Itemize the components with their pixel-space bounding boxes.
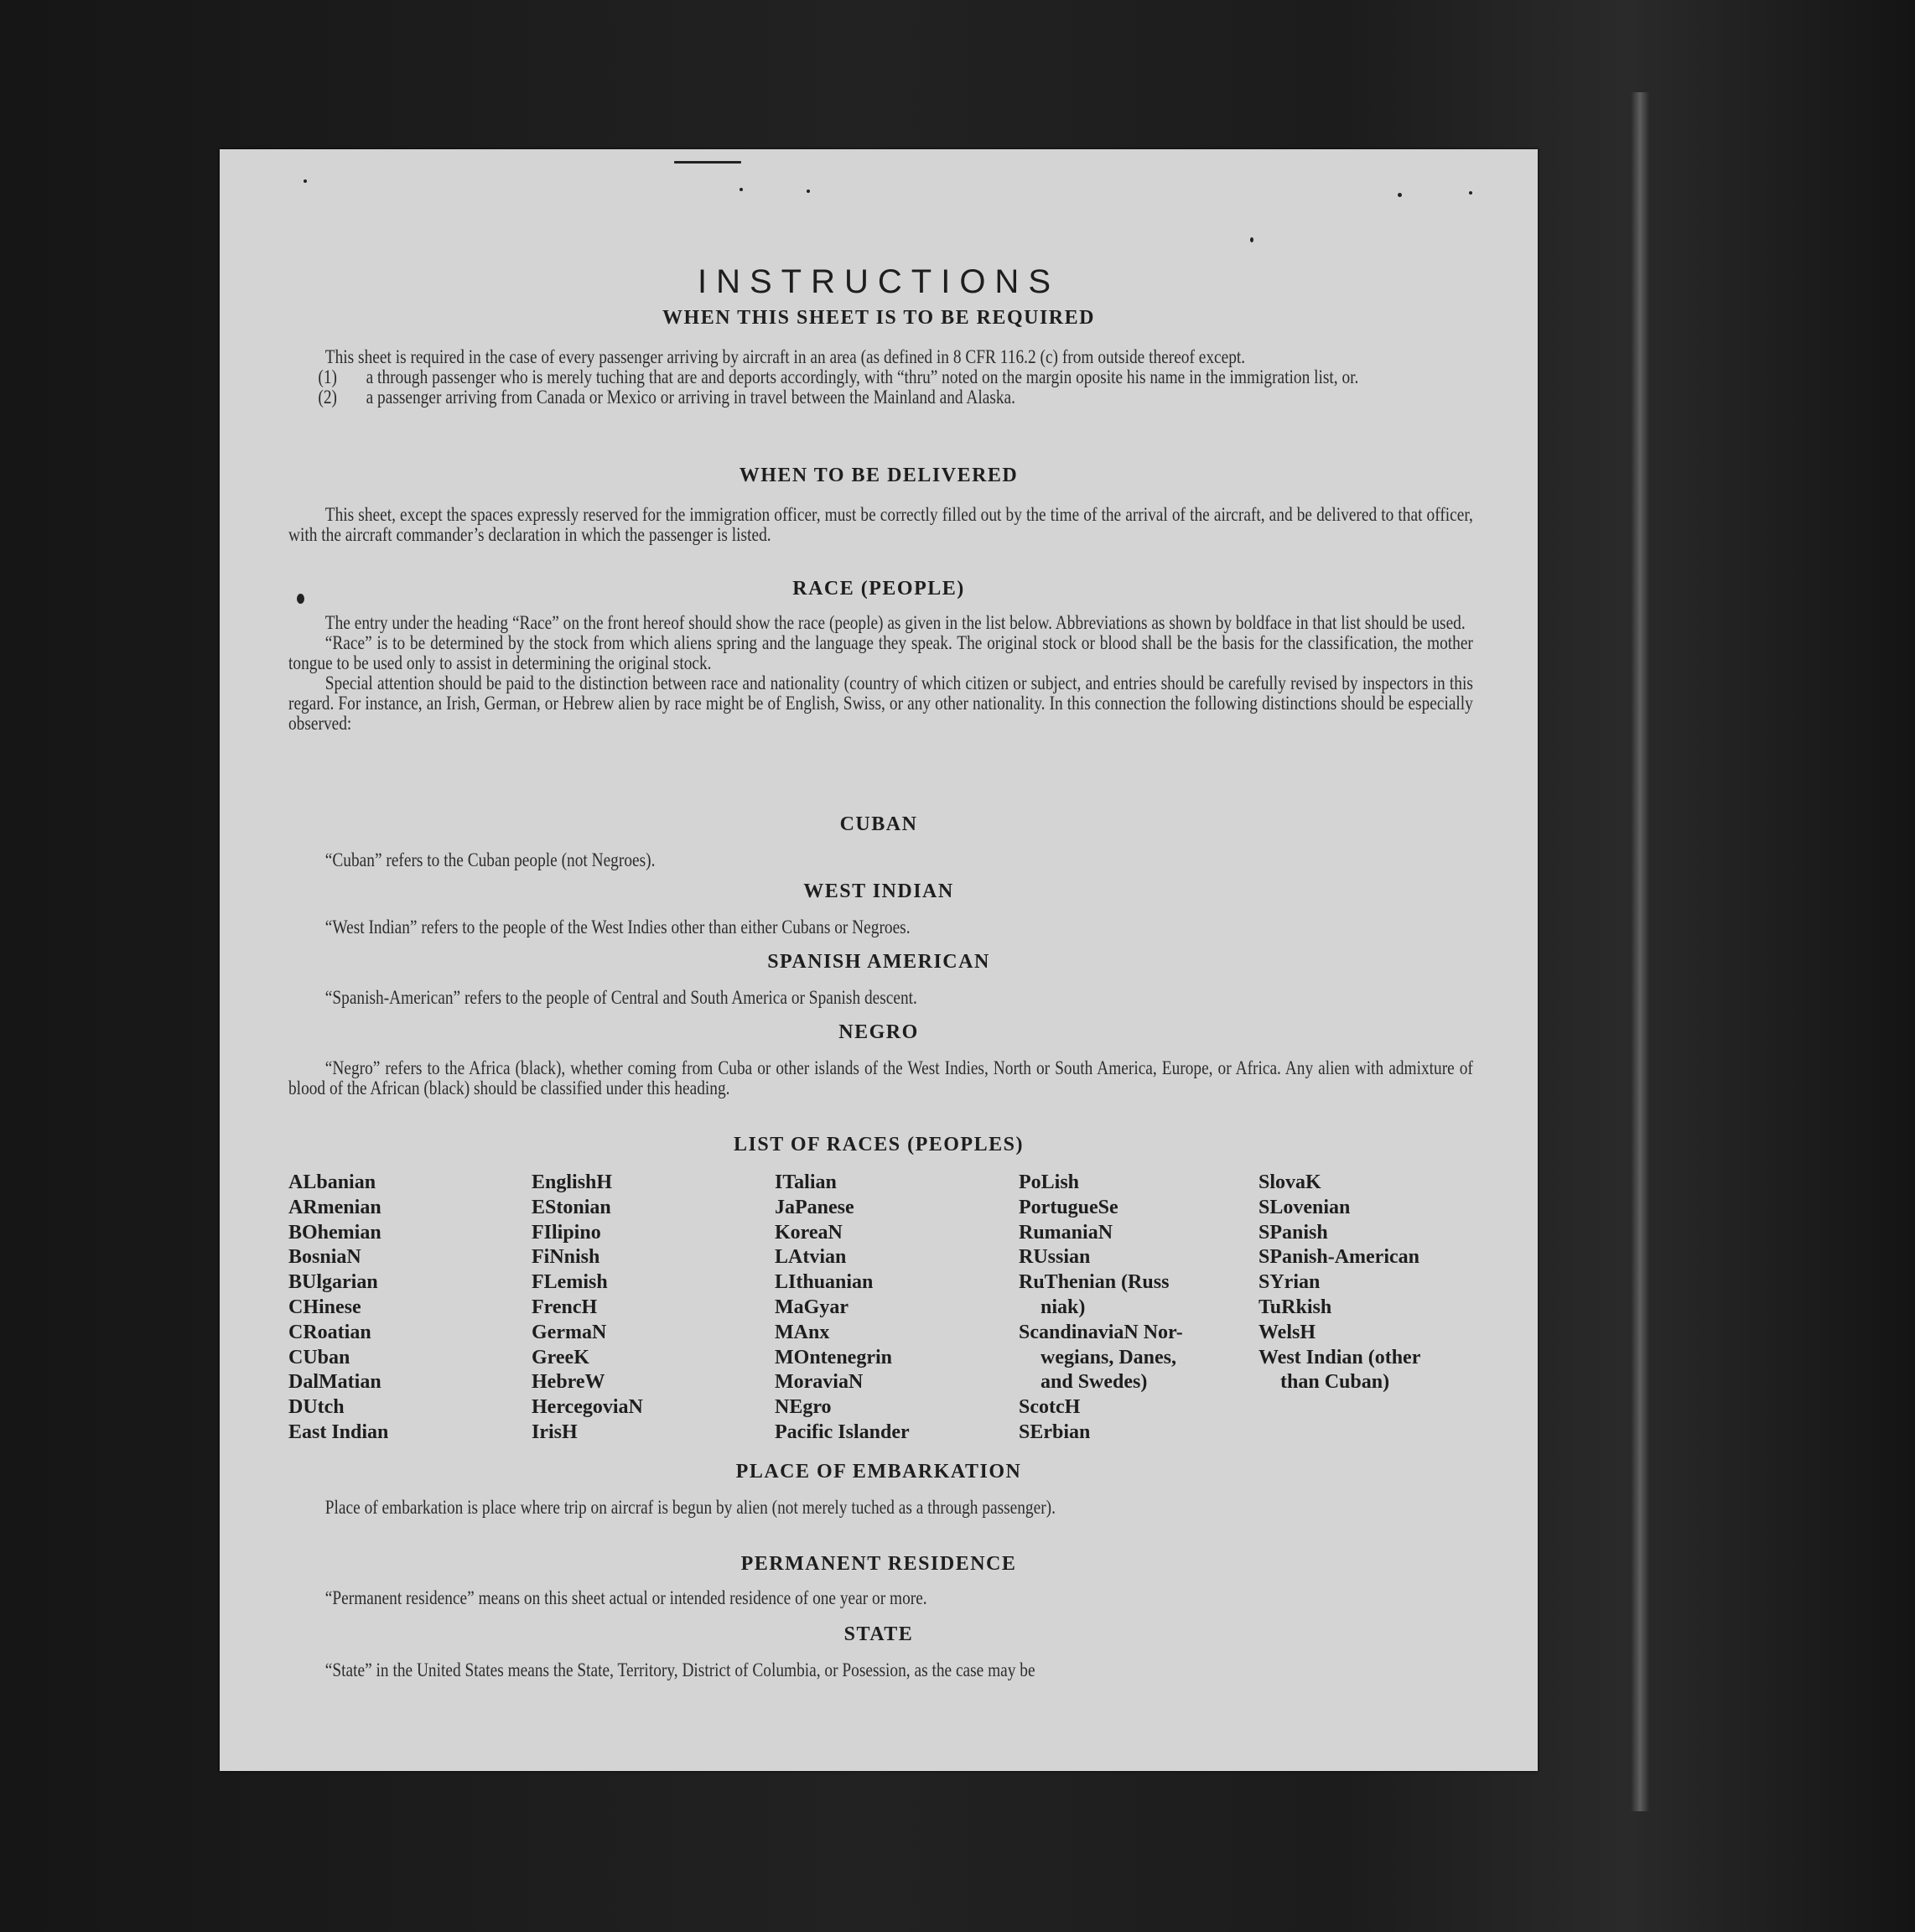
race-item: FrencH [532, 1296, 598, 1318]
negro-definition: “Negro” refers to the Africa (black), whether coming from Cuba or other islands of the West Indies, North or South America, Europe, or Africa. Any alien with admixture of blood of the African (black) should be classified under this heading. [288, 1057, 1473, 1098]
race-item: RumaniaN [1019, 1221, 1113, 1244]
embarkation-definition: Place of embarkation is place where trip on aircraf is begun by alien (not merely tuched as a through passenger). [324, 1497, 1056, 1518]
race-item: SLovenian [1259, 1196, 1351, 1218]
race-item: LAtvian [775, 1246, 847, 1269]
exception-item-2 [288, 387, 1473, 408]
exception-text-2: a passenger arriving from Canada or Mexico or arriving in travel between the Mainland and Alaska. [366, 387, 1015, 408]
race-item: ScandinaviaN Nor- [1019, 1321, 1183, 1343]
race-item: IrisH [532, 1420, 578, 1443]
scan-speck [1398, 193, 1402, 197]
race-item-continuation: than Cuban) [1280, 1371, 1390, 1394]
race-item: GreeK [532, 1346, 589, 1368]
race-paragraph-2: “Race” is to be determined by the stock from which aliens spring and the language they speak. The original stock or blood shall be the basis for the classification, the mother tongue to be used only to assist in determining the original stock. [288, 632, 1473, 673]
race-item: RUssian [1019, 1246, 1091, 1269]
scan-speck [1469, 191, 1472, 195]
race-item: East Indian [288, 1420, 389, 1443]
residence-definition: “Permanent residence” means on this sheet actual or intended residence of one year or more. [324, 1587, 927, 1608]
race-item: LIthuanian [775, 1271, 874, 1294]
race-item-continuation: niak) [1041, 1296, 1086, 1318]
film-edge-glare [1631, 92, 1649, 1811]
race-item: MAnx [775, 1321, 830, 1343]
section-embarkation [288, 1498, 1473, 1518]
race-item: SPanish-American [1259, 1246, 1419, 1269]
instruction-sheet [220, 149, 1538, 1771]
race-item: ITalian [775, 1171, 837, 1193]
race-item: RuThenian (Russ [1019, 1271, 1170, 1294]
when-delivered-text: This sheet, except the spaces expressly reserved for the immigration officer, must be correctly filled out by the time of the arrival of the aircraft, and be delivered to that officer, with the aircraft commander’s declaration in which the passenger is listed. [288, 504, 1473, 545]
race-item: ScotcH [1019, 1396, 1081, 1419]
race-item: SPanish [1259, 1221, 1328, 1244]
race-item: DalMatian [288, 1371, 381, 1394]
race-column-2 [532, 1171, 643, 1446]
section-negro [288, 1058, 1473, 1098]
race-item: BosniaN [288, 1246, 361, 1269]
race-item: ALbanian [288, 1171, 376, 1193]
exception-item-1 [288, 367, 1473, 387]
race-paragraph-3: Special attention should be paid to the distinction between race and nationality (country of which citizen or subject, and entries should be carefully revised by inspectors in this regard. For instance, an Irish, German, or Hebrew alien by race might be of English, Swiss, or any other nationality. In this connection the following distinctions should be especially observed: [288, 673, 1473, 734]
heading-list-of-races: LIST OF RACES (PEOPLES) [734, 1134, 1024, 1156]
race-item: HebreW [532, 1371, 605, 1394]
heading-when-required: WHEN THIS SHEET IS TO BE REQUIRED [662, 307, 1095, 329]
heading-when-delivered: WHEN TO BE DELIVERED [739, 465, 1019, 486]
scan-speck [807, 190, 810, 193]
race-item: SErbian [1019, 1420, 1091, 1443]
heading-negro: NEGRO [838, 1021, 919, 1043]
race-item: MaGyar [775, 1296, 849, 1318]
race-item: EnglishH [532, 1171, 613, 1193]
race-item: CHinese [288, 1296, 361, 1318]
heading-race: RACE (PEOPLE) [792, 578, 965, 600]
race-item: TuRkish [1259, 1296, 1332, 1318]
race-item: FIlipino [532, 1221, 601, 1244]
race-item: CUban [288, 1346, 350, 1368]
race-item: CRoatian [288, 1321, 371, 1343]
race-paragraph-1: The entry under the heading “Race” on the front hereof should show the race (people) as given in the list below. Abbreviations as shown by boldface in that list should be used. [324, 612, 1466, 633]
race-item: Pacific Islander [775, 1420, 910, 1443]
scan-speck [1250, 237, 1253, 242]
heading-west-indian: WEST INDIAN [803, 880, 954, 902]
spanish-american-definition: “Spanish-American” refers to the people of Central and South America or Spanish descent. [324, 987, 917, 1008]
race-item: KoreaN [775, 1221, 843, 1244]
race-item: JaPanese [775, 1196, 854, 1218]
race-item: PoLish [1019, 1171, 1080, 1193]
exception-number-1: (1) [318, 366, 337, 387]
race-item: EStonian [532, 1196, 611, 1218]
race-column-4 [1019, 1171, 1183, 1446]
race-column-3 [775, 1171, 910, 1446]
west-indian-text [288, 917, 1473, 937]
when-required-intro: This sheet is required in the case of every passenger arriving by aircraft in an area (as defined in 8 CFR 116.2 (c) from outside thereof except. [324, 346, 1246, 367]
race-item-continuation: and Swedes) [1041, 1371, 1148, 1394]
heading-permanent-residence: PERMANENT RESIDENCE [740, 1553, 1017, 1575]
race-item: MoraviaN [775, 1371, 864, 1394]
heading-embarkation: PLACE OF EMBARKATION [735, 1461, 1022, 1483]
section-state [288, 1660, 1473, 1680]
cuban-definition: “Cuban” refers to the Cuban people (not Negroes). [324, 849, 656, 870]
race-item: West Indian (other [1259, 1346, 1421, 1368]
race-item: HercegoviaN [532, 1396, 643, 1419]
cuban-text [288, 850, 1473, 870]
west-indian-definition: “West Indian” refers to the people of the West Indies other than either Cubans or Negroes. [324, 917, 911, 937]
heading-spanish-american: SPANISH AMERICAN [767, 951, 990, 973]
page-title: INSTRUCTIONS [698, 263, 1060, 300]
section-race [288, 613, 1473, 734]
race-item: BOhemian [288, 1221, 381, 1244]
race-column-1 [288, 1171, 388, 1446]
race-item: NEgro [775, 1396, 832, 1419]
state-definition: “State” in the United States means the State, Territory, District of Columbia, or Posession, as the case may be [324, 1659, 1035, 1680]
race-column-5 [1259, 1171, 1420, 1395]
race-item: GermaN [532, 1321, 607, 1343]
scan-speck [674, 161, 741, 164]
exception-number-2: (2) [318, 387, 337, 408]
race-item: SlovaK [1259, 1171, 1321, 1193]
spanish-american-text [288, 988, 1473, 1008]
race-item: BUlgarian [288, 1271, 378, 1294]
race-item: PortugueSe [1019, 1196, 1118, 1218]
scan-speck [740, 188, 743, 191]
race-item-continuation: wegians, Danes, [1041, 1346, 1177, 1368]
section-when-required [288, 347, 1473, 408]
race-item: SYrian [1259, 1271, 1321, 1294]
race-item: FiNnish [532, 1246, 600, 1269]
section-when-delivered [288, 505, 1473, 545]
scan-speck [304, 179, 307, 183]
race-item: ARmenian [288, 1196, 381, 1218]
race-item: WelsH [1259, 1321, 1316, 1343]
section-residence [288, 1588, 1473, 1608]
heading-state: STATE [843, 1623, 914, 1645]
exception-text-1: a through passenger who is merely tuching that are and deports accordingly, with “thru” noted on the margin oposite his name in the immigration list, or. [366, 366, 1359, 387]
heading-cuban: CUBAN [839, 813, 918, 835]
race-item: MOntenegrin [775, 1346, 892, 1368]
race-item: FLemish [532, 1271, 608, 1294]
race-item: DUtch [288, 1396, 345, 1419]
